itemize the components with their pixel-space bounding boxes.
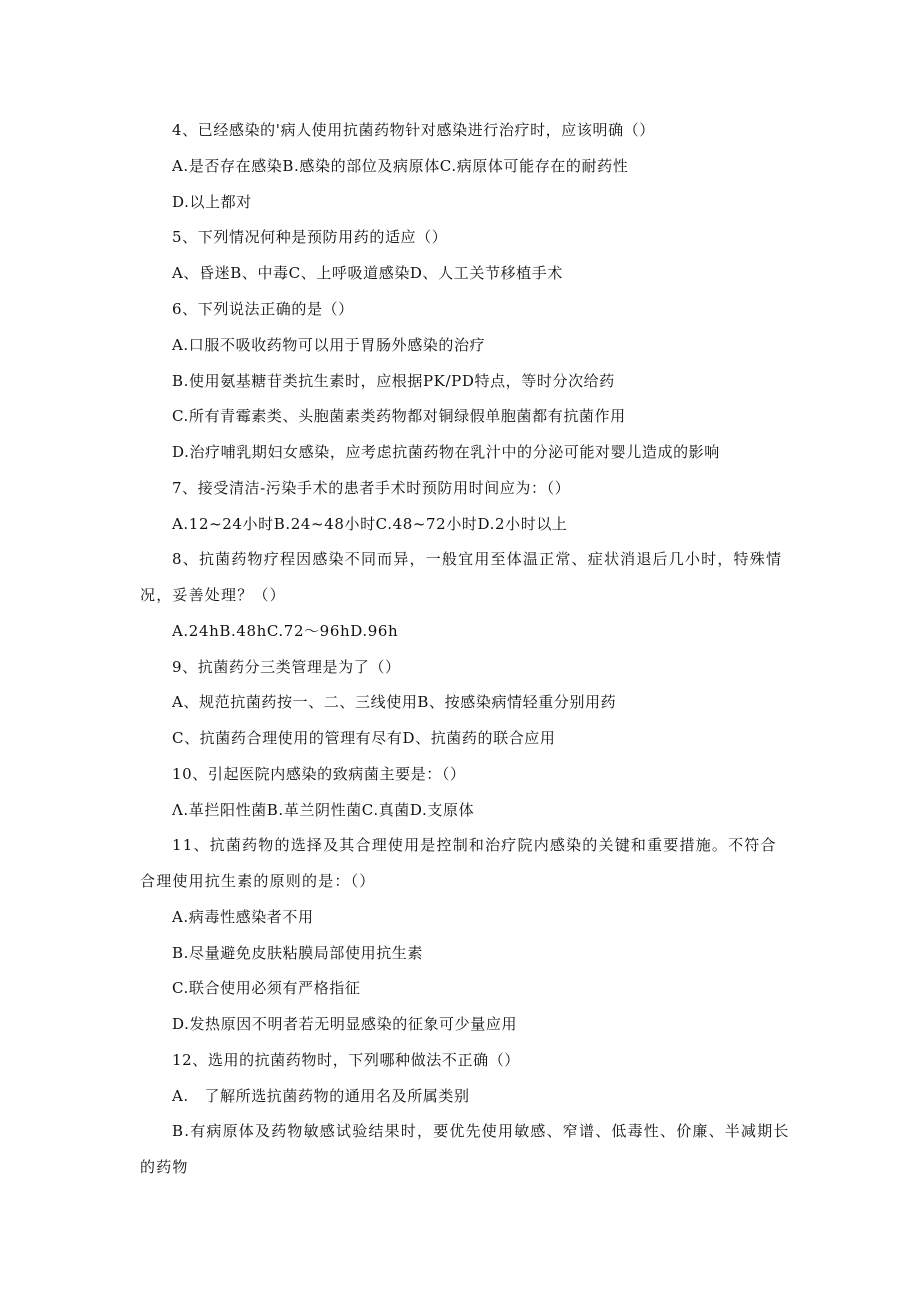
q10-options: Λ.革拦阳性菌B.革兰阴性菌C.真菌D.支原体 (172, 801, 475, 819)
q6-option-b: B.使用氨基糖苷类抗生素时，应根据PK/PD特点，等时分次给药 (172, 372, 615, 390)
q8-stem: 8、抗菌药物疗程因感染不同而异，一般宜用至体温正常、症状消退后几小时，特殊情况，妥善处理？（） (140, 550, 783, 604)
q5-options: A、昏迷B、中毒C、上呼吸道感染D、人工关节移植手术 (172, 264, 563, 282)
q6-option-a: A.口服不吸收药物可以用于胃肠外感染的治疗 (172, 336, 486, 354)
q7-options: A.12~24小时B.24~48小时C.48~72小时D.2小时以上 (172, 515, 568, 533)
q10-stem: 10、引起医院内感染的致病菌主要是：（） (172, 765, 466, 783)
q4-stem: 4、已经感染的'病人使用抗菌药物针对感染进行治疗时，应该明确（） (172, 121, 655, 139)
q8-options: A.24hB.48hC.72～96hD.96h (172, 622, 399, 640)
q11-option-a: A.病毒性感染者不用 (172, 908, 314, 926)
q9-options-ab: A、规范抗菌药按一、二、三线使用B、按感染病情轻重分别用药 (172, 693, 617, 711)
q9-stem: 9、抗菌药分三类管理是为了（） (172, 658, 401, 676)
q4-option-d: D.以上都对 (172, 193, 252, 211)
q12-option-b: B.有病原体及药物敏感试验结果时，要优先使用敏感、窄谱、低毒性、价廉、半减期长的药物 (140, 1122, 790, 1176)
q5-stem: 5、下列情况何种是预防用药的适应（） (172, 228, 448, 246)
q12-option-a: A. 了解所选抗菌药物的通用名及所属类别 (172, 1087, 470, 1105)
q9-options-cd: C、抗菌药合理使用的管理有尽有D、抗菌药的联合应用 (172, 729, 556, 747)
q7-stem: 7、接受清洁-污染手术的患者手术时预防用时间应为：（） (172, 479, 571, 497)
q12-stem: 12、选用的抗菌药物时，下列哪种做法不正确（） (172, 1051, 520, 1069)
q11-option-d: D.发热原因不明者若无明显感染的征象可少量应用 (172, 1015, 518, 1033)
q6-option-d: D.治疗哺乳期妇女感染，应考虑抗菌药物在乳汁中的分泌可能对婴儿造成的影响 (172, 443, 720, 461)
q11-option-c: C.联合使用必须有严格指征 (172, 979, 361, 997)
q6-stem: 6、下列说法正确的是（） (172, 300, 354, 318)
q4-options-abc: A.是否存在感染B.感染的部位及病原体C.病原体可能存在的耐药性 (172, 157, 629, 175)
q6-option-c: C.所有青霉素类、头胞菌素类药物都对铜绿假单胞菌都有抗菌作用 (172, 407, 626, 425)
q11-stem: 11、抗菌药物的选择及其合理使用是控制和治疗院内感染的关键和重要措施。不符合合理使用抗生素的原则的是：（） (140, 836, 777, 890)
q11-option-b: B.尽量避免皮肤粘膜局部使用抗生素 (172, 944, 423, 962)
